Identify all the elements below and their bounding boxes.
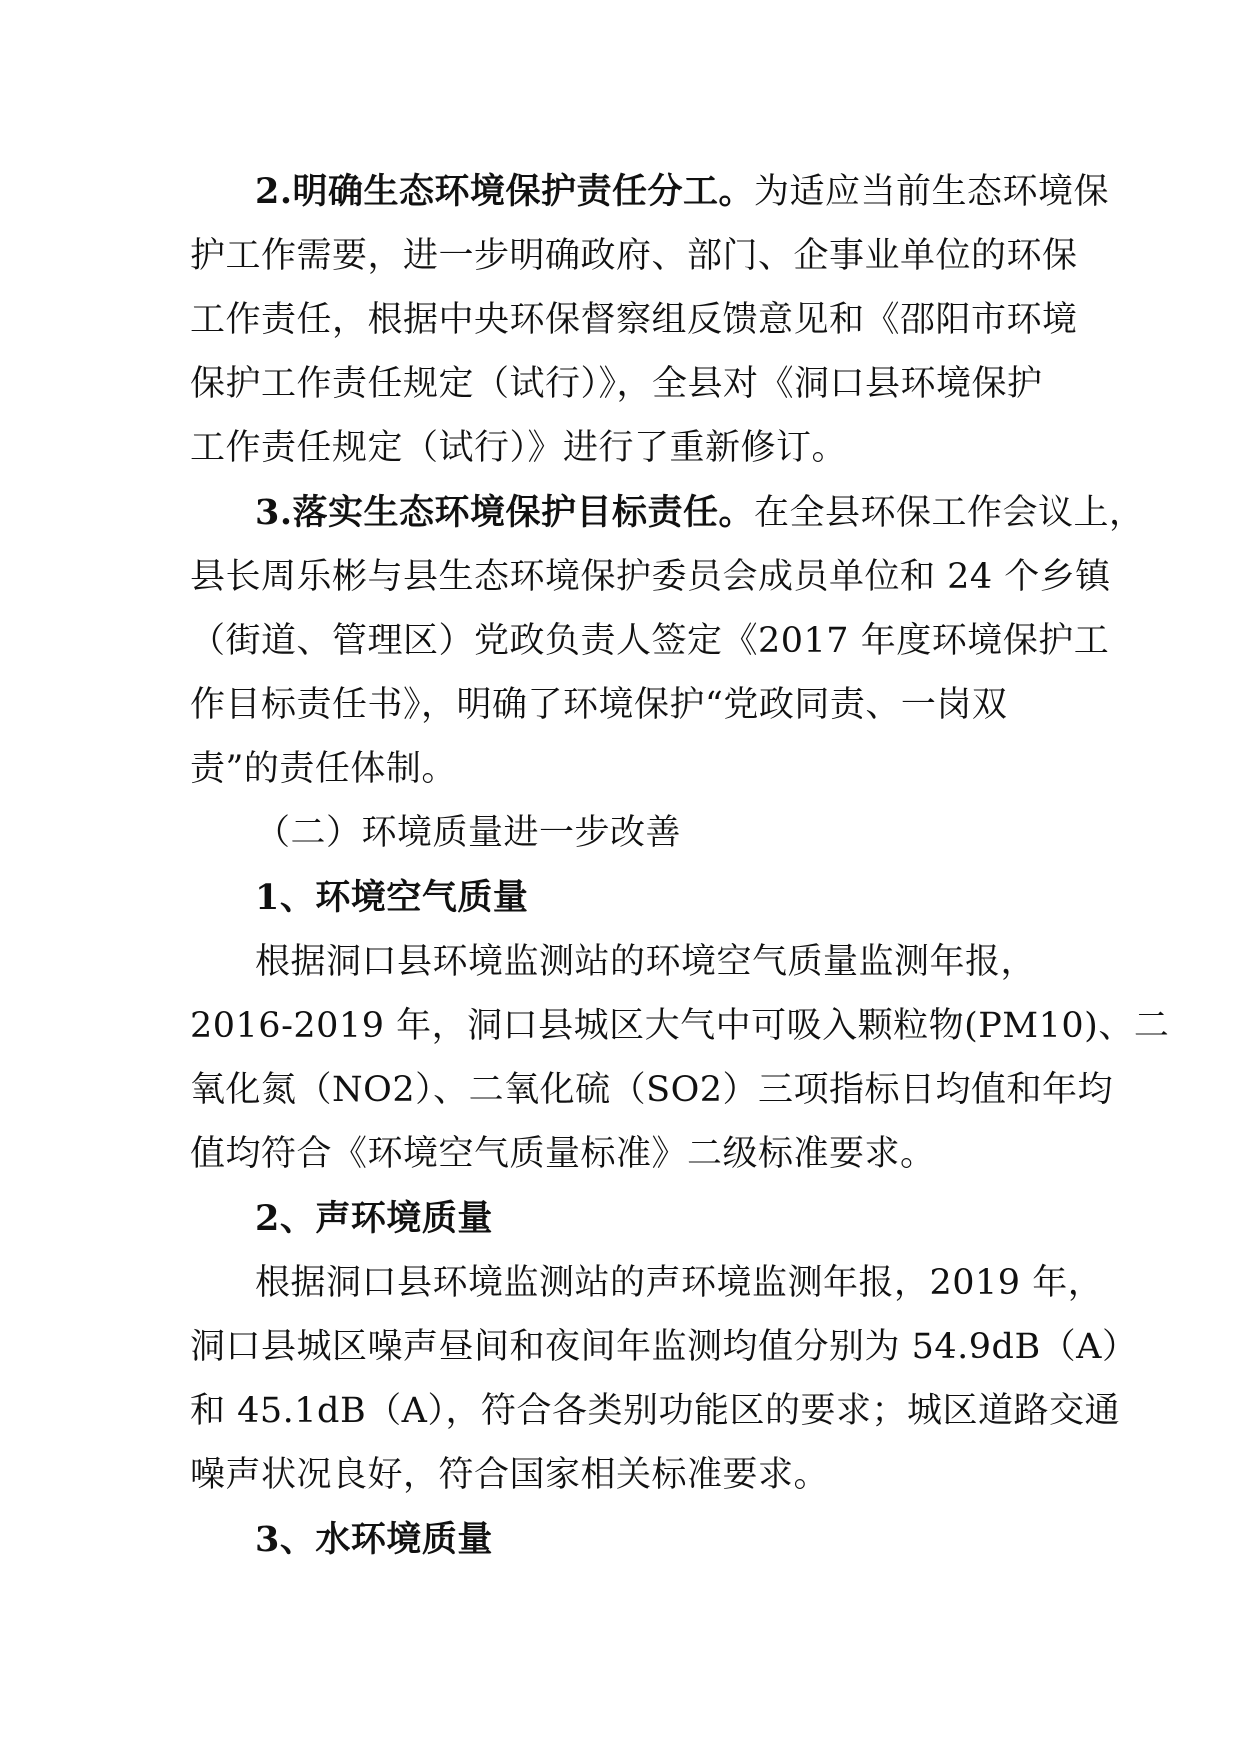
paragraph-3-line-5: 责”的责任体制。 xyxy=(190,749,457,789)
noise-quality-line-1: 根据洞口县环境监测站的声环境监测年报，2019 年， xyxy=(255,1263,1104,1303)
noise-quality-line-2: 洞口县城区噪声昼间和夜间年监测均值分别为 54.9dB（A） xyxy=(190,1327,1138,1367)
noise-quality-line-3: 和 45.1dB（A），符合各类别功能区的要求；城区道路交通 xyxy=(190,1391,1120,1431)
paragraph-3-line-4: 作目标责任书》，明确了环境保护“党政同责、一岗双 xyxy=(190,685,1008,725)
paragraph-2-text: 为适应当前生态环境保 xyxy=(754,172,1110,212)
noise-quality-line-4: 噪声状况良好，符合国家相关标准要求。 xyxy=(190,1455,830,1495)
section-2-title: （二）环境质量进一步改善 xyxy=(255,813,682,853)
paragraph-3-heading: 3.落实生态环境保护目标责任。 xyxy=(255,492,755,533)
air-quality-heading: 1、环境空气质量 xyxy=(255,877,529,918)
water-quality-heading: 3、水环境质量 xyxy=(255,1519,493,1560)
paragraph-3-text: 在全县环保工作会议上， xyxy=(754,493,1145,533)
paragraph-3-line-1 xyxy=(255,491,1145,535)
paragraph-2-line-4: 保护工作责任规定（试行）》，全县对《洞口县环境保护 xyxy=(190,364,1043,404)
air-quality-line-1: 根据洞口县环境监测站的环境空气质量监测年报， xyxy=(255,942,1037,982)
air-quality-line-4: 值均符合《环境空气质量标准》二级标准要求。 xyxy=(190,1134,936,1174)
air-quality-line-2: 2016-2019 年，洞口县城区大气中可吸入颗粒物(PM10)、二 xyxy=(190,1006,1170,1046)
paragraph-2-line-3: 工作责任，根据中央环保督察组反馈意见和《邵阳市环境 xyxy=(190,300,1078,340)
paragraph-2-heading: 2.明确生态环境保护责任分工。 xyxy=(255,171,755,212)
noise-quality-heading: 2、声环境质量 xyxy=(255,1198,493,1239)
paragraph-3-line-2: 县长周乐彬与县生态环境保护委员会成员单位和 24 个乡镇 xyxy=(190,557,1111,597)
paragraph-2-line-5: 工作责任规定（试行）》进行了重新修订。 xyxy=(190,428,848,468)
air-quality-line-3: 氧化氮（NO2）、二氧化硫（SO2）三项指标日均值和年均 xyxy=(190,1070,1114,1110)
paragraph-2-line-2: 护工作需要，进一步明确政府、部门、企事业单位的环保 xyxy=(190,236,1078,276)
paragraph-3-line-3: （街道、管理区）党政负责人签定《2017 年度环境保护工 xyxy=(190,621,1110,661)
paragraph-2-line-1 xyxy=(255,170,1109,214)
